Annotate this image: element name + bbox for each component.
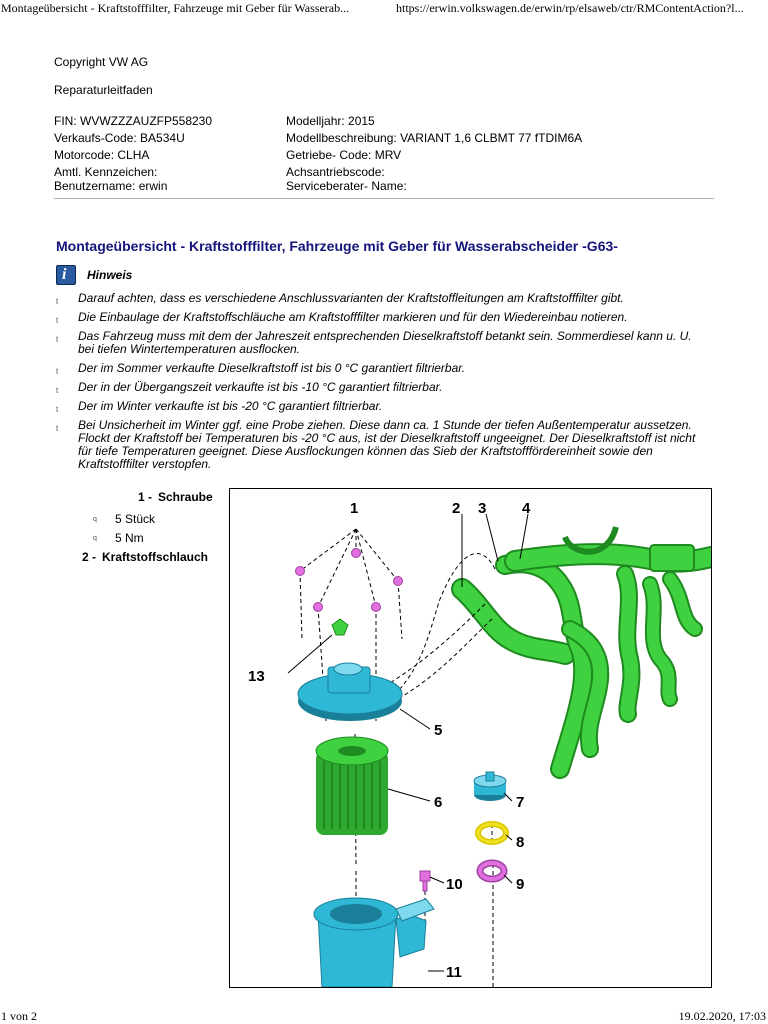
legend-detail (54, 512, 220, 531)
note-item-text: Bei Unsicherheit im Winter ggf. eine Probe ziehen. Diese dann ca. 1 Stunde der tiefen Außentemperatur aussetzen. Flockt der Kraftstoff bei Temperaturen bis -20 °C aus, ist der Dieselkraftstoff ungeeignet. Der Dieselkraftstoff ist nicht für tiefe Temperaturen geeignet. Diese Ausflockungen können das Sieb der Kraftstofffördereinheit sowie den Kraftstofffilter verstopfen. (78, 418, 696, 471)
bullet-icon: t (56, 424, 59, 433)
legend-label[interactable]: Kraftstoffschlauch (102, 550, 209, 564)
parts-legend (54, 490, 220, 572)
callout-13: 13 (248, 668, 265, 685)
bullet-icon: t (56, 405, 59, 414)
print-header (0, 0, 768, 16)
valve-icon (332, 619, 348, 635)
filter-housing (314, 898, 434, 987)
legend-item-1 (54, 490, 220, 512)
callout-2: 2 (452, 500, 461, 517)
note-item-text: Die Einbaulage der Kraftstoffschläuche am Kraftstofffilter markieren und für den Wiedereinbau notieren. (78, 310, 628, 324)
vehicle-model-year: Modelljahr: 2015 (286, 114, 375, 128)
screw-icon (352, 549, 361, 558)
vehicle-axle-code: Achsantriebscode: (286, 165, 385, 179)
header-divider (54, 198, 714, 199)
bullet-icon: t (56, 386, 59, 395)
screw-icon (394, 577, 403, 586)
page-number: 1 von 2 (1, 1009, 37, 1023)
page-title: Montageübersicht - Kraftstofffilter, Fahrzeuge mit Geber für Wasserabscheider -G63- (56, 238, 618, 254)
callout-4: 4 (522, 500, 531, 517)
fuel-hoses (462, 554, 711, 769)
print-header-title: Montageübersicht - Kraftstofffilter, Fahrzeuge mit Geber für Wasserab... (1, 1, 350, 15)
callout-3: 3 (478, 500, 487, 517)
screws (296, 549, 403, 612)
callout-7: 7 (516, 794, 525, 811)
note-item (56, 362, 706, 375)
copyright: Copyright VW AG (54, 55, 149, 69)
valve-part-7 (474, 772, 506, 801)
print-datetime: 19.02.2020, 17:03 (678, 1009, 766, 1023)
filter-element (316, 737, 388, 835)
screw-10-icon (420, 871, 430, 891)
bullet-icon: t (56, 367, 59, 376)
screw-icon (372, 603, 381, 612)
vehicle-engine-code: Motorcode: CLHA (54, 148, 150, 162)
note-item (56, 419, 706, 471)
note-item-text: Der in der Übergangszeit verkaufte ist bis -10 °C garantiert filtrierbar. (78, 380, 443, 394)
vehicle-sales-code: Verkaufs-Code: BA534U (54, 131, 185, 145)
legend-number: 2 - (82, 550, 97, 564)
vehicle-username: Benutzername: erwin (54, 179, 168, 193)
screw-icon (314, 603, 323, 612)
note-item (56, 381, 706, 394)
print-header-url[interactable]: https://erwin.volkswagen.de/erwin/rp/elsaweb/ctr/RMContentAction?l... (396, 1, 744, 15)
vehicle-gearbox-code: Getriebe- Code: MRV (286, 148, 402, 162)
hose-connector (650, 545, 694, 571)
vehicle-service-advisor: Serviceberater- Name: (286, 179, 407, 193)
sub-bullet-icon: q (93, 516, 97, 523)
info-icon-glyph: i (62, 266, 67, 283)
callout-9: 9 (516, 876, 525, 893)
diagram-svg (230, 489, 711, 987)
bullet-icon: t (56, 335, 59, 344)
callout-10: 10 (446, 876, 463, 893)
legend-label[interactable]: Schraube (158, 490, 213, 504)
note-item (56, 311, 706, 324)
bullet-icon: t (56, 297, 59, 306)
legend-detail-text: 5 Stück (115, 512, 156, 526)
callout-11: 11 (446, 964, 462, 981)
callout-5: 5 (434, 722, 443, 739)
doc-type: Reparaturleitfaden (54, 83, 153, 97)
note-item-text: Der im Winter verkaufte ist bis -20 °C garantiert filtrierbar. (78, 399, 383, 413)
vehicle-fin: FIN: WVWZZZAUZFP558230 (54, 114, 213, 128)
callout-8: 8 (516, 834, 525, 851)
note-label: Hinweis (87, 268, 133, 282)
callout-1: 1 (350, 500, 359, 517)
legend-number: 1 - (138, 490, 153, 504)
note-item (56, 400, 706, 413)
note-item (56, 292, 706, 305)
exploded-view-diagram (229, 488, 712, 988)
vehicle-license-plate: Amtl. Kennzeichen: (54, 165, 158, 179)
legend-detail-text: 5 Nm (115, 531, 144, 545)
note-list (56, 292, 706, 477)
note-item-text: Der im Sommer verkaufte Dieselkraftstoff ist bis 0 °C garantiert filtrierbar. (78, 361, 466, 375)
legend-item-2 (54, 550, 220, 572)
note-item (56, 330, 706, 356)
callout-6: 6 (434, 794, 443, 811)
bullet-icon: t (56, 316, 59, 325)
info-icon (56, 265, 76, 285)
sub-bullet-icon: q (93, 535, 97, 542)
vehicle-model-description: Modellbeschreibung: VARIANT 1,6 CLBMT 77 fTDIM6A (286, 131, 583, 145)
note-item-text: Darauf achten, dass es verschiedene Anschlussvarianten der Kraftstoffleitungen am Kraftstofffilter gibt. (78, 291, 624, 305)
screw-icon (296, 567, 305, 576)
note-item-text: Das Fahrzeug muss mit dem der Jahreszeit entsprechenden Dieselkraftstoff betankt sein. Sommerdiesel kann u. U. bei tiefen Wintertemperaturen ausflocken. (78, 329, 692, 356)
legend-detail (54, 531, 220, 550)
filter-lid (298, 663, 402, 721)
